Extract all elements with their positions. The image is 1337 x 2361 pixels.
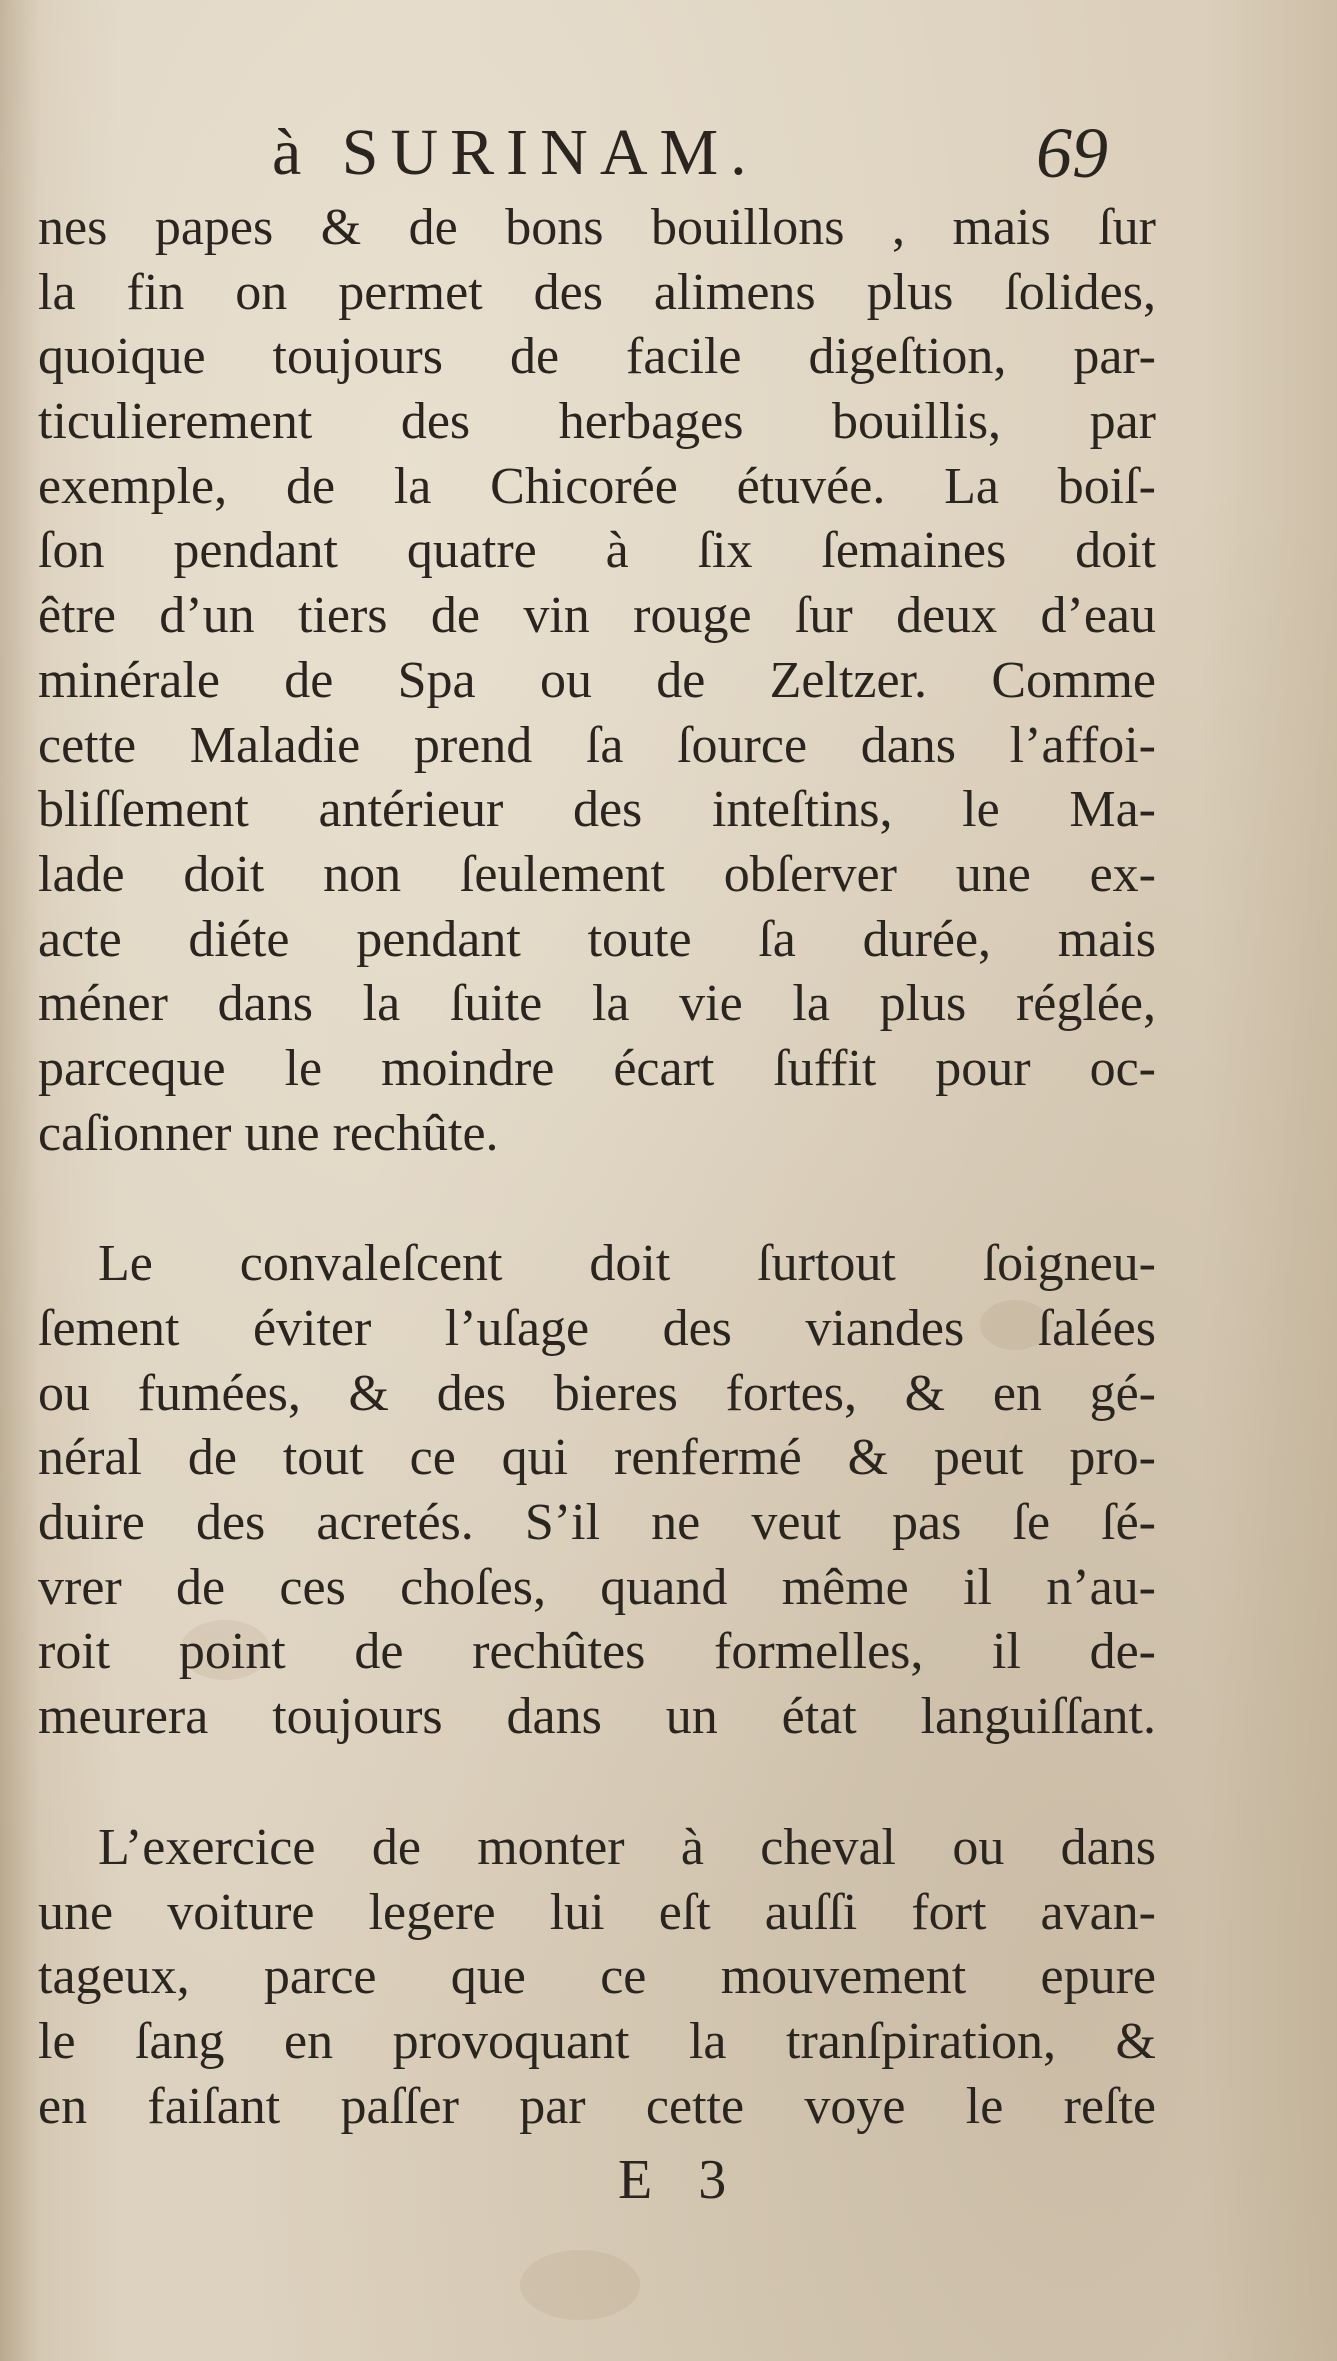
text-line: Le convaleſcent doit ſurtout ſoigneu- bbox=[98, 1235, 1156, 1293]
paragraph-1 bbox=[38, 196, 1156, 1166]
body-text bbox=[38, 196, 1156, 2139]
text-line: minérale de Spa ou de Zeltzer. Comme bbox=[38, 651, 1156, 709]
text-line: ticulierement des herbages bouillis, par bbox=[38, 393, 1156, 451]
text-line: meurera toujours dans un état languiſſant. bbox=[38, 1688, 1156, 1746]
paragraph-gap bbox=[38, 1166, 1156, 1232]
text-line: méner dans la ſuite la vie la plus réglée, bbox=[38, 975, 1156, 1033]
text-line: lade doit non ſeulement obſerver une ex- bbox=[38, 845, 1156, 903]
text-line: quoique toujours de facile digeſtion, par- bbox=[38, 328, 1156, 386]
text-line: la fin on permet des alimens plus ſolides, bbox=[38, 263, 1156, 321]
paragraph-2 bbox=[38, 1232, 1156, 1750]
text-line: acte diéte pendant toute ſa durée, mais bbox=[38, 910, 1156, 968]
text-line: L’exercice de monter à cheval ou dans bbox=[98, 1818, 1156, 1876]
signature-mark: E 3 bbox=[618, 2149, 743, 2211]
text-line: duire des acretés. S’il ne veut pas ſe ſé- bbox=[38, 1494, 1156, 1552]
text-line: bliſſement antérieur des inteſtins, le Ma- bbox=[38, 781, 1156, 839]
running-head-title: à SURINAM. bbox=[272, 116, 759, 189]
paper-stain bbox=[520, 2250, 640, 2320]
text-line: en faiſant paſſer par cette voye le reſte bbox=[38, 2077, 1156, 2135]
text-line: néral de tout ce qui renfermé & peut pro- bbox=[38, 1429, 1156, 1487]
paragraph-3 bbox=[38, 1816, 1156, 2139]
text-line: tageux, parce que ce mouvement epure bbox=[38, 1948, 1156, 2006]
text-line: parceque le moindre écart ſuffit pour oc- bbox=[38, 1039, 1156, 1097]
text-line: ſement éviter l’uſage des viandes ſalées bbox=[38, 1300, 1156, 1357]
text-line: caſionner une rechûte. bbox=[38, 1104, 499, 1162]
text-line: roit point de rechûtes formelles, il de- bbox=[38, 1623, 1156, 1681]
text-line: le ſang en provoquant la tranſpiration, & bbox=[38, 2012, 1156, 2070]
text-line: ou fumées, & des bieres fortes, & en gé- bbox=[38, 1364, 1156, 1422]
text-line: une voiture legere lui eſt auſſi fort avan- bbox=[38, 1883, 1156, 1941]
page-number: 69 bbox=[1036, 113, 1108, 193]
paragraph-gap bbox=[38, 1750, 1156, 1816]
text-line: ſon pendant quatre à ſix ſemaines doit bbox=[38, 522, 1156, 580]
text-line: cette Maladie prend ſa ſource dans l’affoi- bbox=[38, 716, 1156, 774]
text-line: vrer de ces choſes, quand même il n’au- bbox=[38, 1558, 1156, 1616]
running-head bbox=[0, 108, 1337, 198]
text-line: exemple, de la Chicorée étuvée. La boiſ- bbox=[38, 457, 1156, 515]
text-line: nes papes & de bons bouillons , mais ſur bbox=[38, 199, 1156, 256]
text-line: être d’un tiers de vin rouge ſur deux d’eau bbox=[38, 587, 1156, 645]
